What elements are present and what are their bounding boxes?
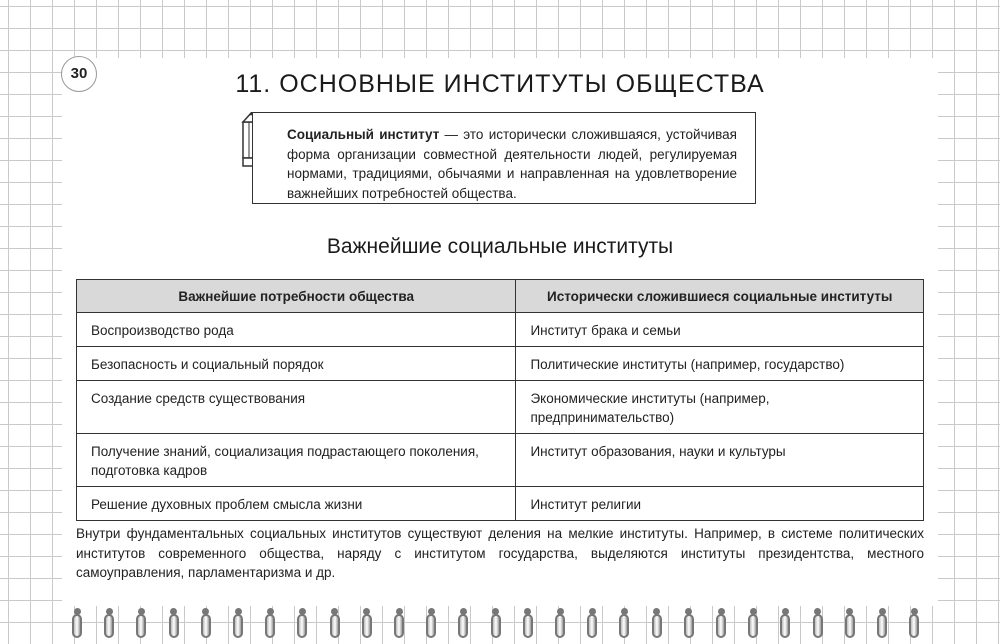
binding-ring — [201, 614, 211, 638]
binding-ring — [780, 614, 790, 638]
binding-ring — [104, 614, 114, 638]
institution-cell: Политические институты (например, государство) — [516, 347, 924, 381]
need-cell: Решение духовных проблем смысла жизни — [77, 487, 516, 521]
table-row — [77, 381, 924, 434]
binding-ring — [619, 614, 629, 638]
binding-ring — [233, 614, 243, 638]
binding-ring — [909, 614, 919, 638]
binding-ring — [394, 614, 404, 638]
institution-cell: Институт религии — [516, 487, 924, 521]
binding-ring — [330, 614, 340, 638]
binding-ring — [458, 614, 468, 638]
need-cell: Получение знаний, социализация подрастающего поколения, подготовка кадров — [77, 434, 516, 487]
table-row — [77, 487, 924, 521]
binding-ring — [652, 614, 662, 638]
table-heading: Важнейшие социальные институты — [326, 235, 674, 258]
institution-cell: Институт образования, науки и культуры — [516, 434, 924, 487]
binding-ring — [136, 614, 146, 638]
institutions-table — [76, 279, 924, 521]
header-needs: Важнейшие потребности общества — [77, 280, 516, 313]
page-title: 11. ОСНОВНЫЕ ИНСТИТУТЫ ОБЩЕСТВА — [235, 70, 765, 98]
table-row — [77, 347, 924, 381]
page-number: 30 — [61, 56, 97, 92]
binding-ring — [555, 614, 565, 638]
need-cell: Создание средств существования — [77, 381, 516, 434]
binding-ring — [362, 614, 372, 638]
binding-ring — [716, 614, 726, 638]
footnote-paragraph: Внутри фундаментальных социальных институтов существуют деления на мелкие институты. Например, в системе политических институтов современного общества, наряду с институтом государства, выделяются институты президентства, местного самоуправления, парламентаризма и др. — [76, 526, 924, 580]
binding-ring — [426, 614, 436, 638]
spiral-binding — [0, 604, 1000, 644]
institution-cell: Институт брака и семьи — [516, 313, 924, 347]
table-row — [77, 313, 924, 347]
need-cell: Воспроизводство рода — [77, 313, 516, 347]
table-header-row — [77, 280, 924, 313]
header-institutions: Исторически сложившиеся социальные институты — [516, 280, 924, 313]
institution-cell: Экономические институты (например, предпринимательство) — [516, 381, 924, 434]
binding-ring — [684, 614, 694, 638]
binding-ring — [72, 614, 82, 638]
binding-ring — [877, 614, 887, 638]
binding-ring — [748, 614, 758, 638]
definition-box — [252, 112, 756, 204]
binding-ring — [587, 614, 597, 638]
definition-text: — это исторически сложившаяся, устойчивая форма организации совместной деятельности людей, регулируемая нормами, традициями, обычаями и направленная на удовлетворение важнейших потребностей общества. — [287, 127, 737, 201]
definition-term: Социальный институт — [287, 127, 440, 142]
binding-ring — [491, 614, 501, 638]
table-row — [77, 434, 924, 487]
binding-ring — [845, 614, 855, 638]
binding-ring — [813, 614, 823, 638]
binding-ring — [265, 614, 275, 638]
need-cell: Безопасность и социальный порядок — [77, 347, 516, 381]
binding-ring — [169, 614, 179, 638]
binding-ring — [523, 614, 533, 638]
binding-ring — [297, 614, 307, 638]
